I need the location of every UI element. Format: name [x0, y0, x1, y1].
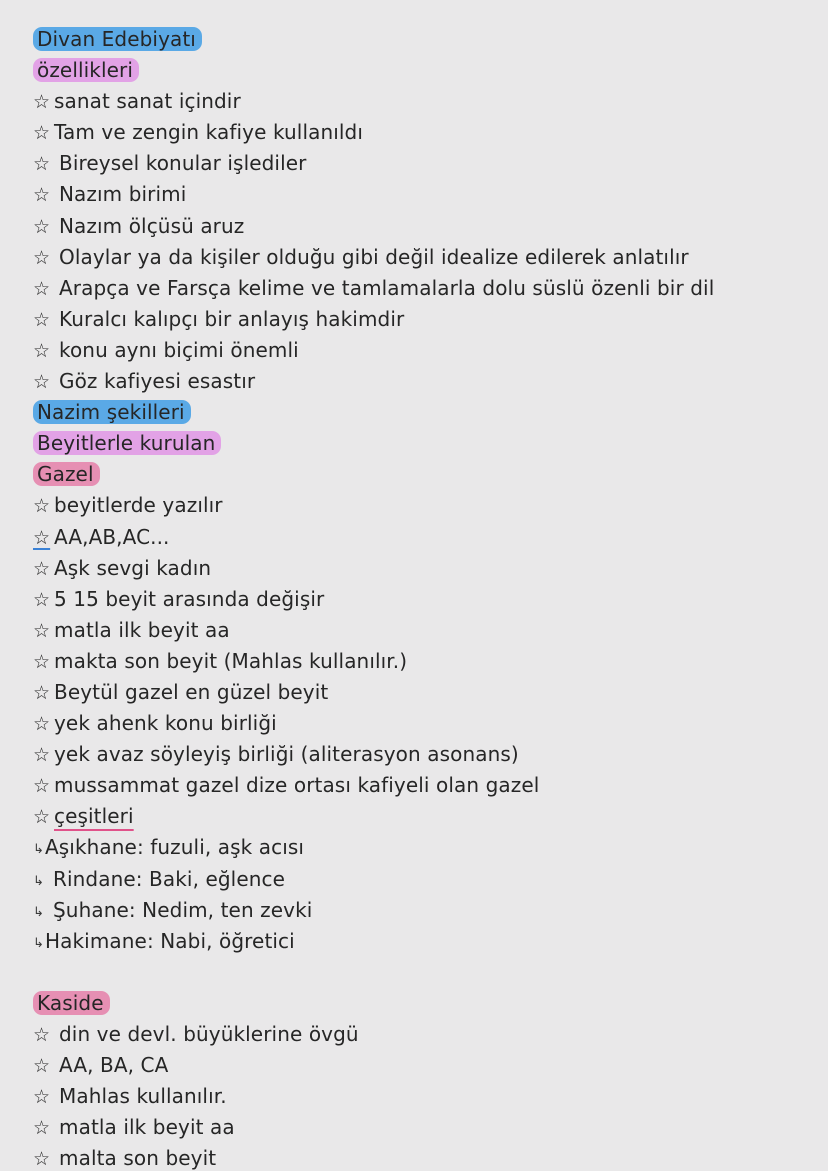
star-icon: ☆ [33, 588, 51, 611]
sub-item-text: Hakimane: Nabi, öğretici [45, 928, 295, 953]
spacer [33, 957, 818, 988]
star-icon: ☆ [33, 495, 51, 518]
list-item [33, 584, 818, 615]
list-item-text: Aşk sevgi kadın [54, 555, 212, 580]
section-subtitle: Beyitlerle kurulan [33, 431, 221, 455]
star-icon: ☆ [33, 619, 51, 642]
list-item-text: Mahlas kullanılır. [59, 1084, 227, 1109]
list-item-text: malta son beyit [59, 1146, 217, 1171]
list-item-text: sanat sanat içindir [54, 89, 241, 114]
sub-item-text: Rindane: Baki, eğlence [53, 866, 286, 891]
list-item [33, 739, 818, 770]
list-item-text: Arapça ve Farsça kelime ve tamlamalarla dolu süslü özenli bir dil [59, 275, 715, 300]
star-icon: ☆ [33, 806, 51, 829]
list-item-text: AA, BA, CA [59, 1053, 169, 1078]
list-item-text: yek avaz söyleyiş birliği (aliterasyon asonans) [54, 742, 519, 767]
note-body [33, 24, 818, 1171]
star-icon: ☆ [33, 277, 51, 300]
star-icon: ☆ [33, 526, 51, 549]
sub-item [33, 926, 818, 957]
star-icon: ☆ [33, 681, 51, 704]
sub-item-text: Aşıkhane: fuzuli, aşk acısı [45, 835, 305, 860]
sub-item [33, 832, 818, 863]
list-item [33, 148, 818, 179]
list-item [33, 553, 818, 584]
list-item-text: Nazım birimi [59, 182, 187, 207]
star-icon: ☆ [33, 215, 51, 238]
list-item-text: Beytül gazel en güzel beyit [54, 679, 329, 704]
list-item [33, 522, 818, 553]
star-icon: ☆ [33, 775, 51, 798]
list-item [33, 677, 818, 708]
list-item [33, 117, 818, 148]
arrow-icon: ↳ [33, 935, 44, 951]
list-item-text: matla ilk beyit aa [54, 617, 230, 642]
list-item [33, 242, 818, 273]
star-icon: ☆ [33, 246, 51, 269]
list-item [33, 366, 818, 397]
list-item-text: makta son beyit (Mahlas kullanılır.) [54, 648, 408, 673]
section-subtitle-row [33, 55, 818, 86]
star-icon: ☆ [33, 713, 51, 736]
list-item-text: Tam ve zengin kafiye kullanıldı [54, 120, 363, 145]
list-item [33, 1019, 818, 1050]
list-item-text: Bireysel konular işlediler [59, 151, 307, 176]
list-item-text: Nazım ölçüsü aruz [59, 213, 245, 238]
kaside-heading-row [33, 988, 818, 1019]
star-icon: ☆ [33, 122, 51, 145]
sub-item-text: Şuhane: Nedim, ten zevki [53, 897, 313, 922]
star-icon: ☆ [33, 1024, 51, 1046]
star-icon: ☆ [33, 1117, 51, 1140]
sub-item [33, 895, 818, 926]
list-item [33, 646, 818, 677]
list-item-text: AA,AB,AC... [54, 524, 170, 549]
list-item-text: çeşitleri [54, 804, 134, 829]
star-icon: ☆ [33, 557, 51, 580]
star-icon: ☆ [33, 1055, 51, 1078]
star-icon: ☆ [33, 650, 51, 673]
list-item-text: Kuralcı kalıpçı bir anlayış hakimdir [59, 306, 405, 331]
list-item [33, 1081, 818, 1112]
section-subtitle: özellikleri [33, 58, 139, 82]
arrow-icon: ↳ [33, 904, 44, 920]
list-item-text: Göz kafiyesi esastır [59, 369, 256, 394]
list-item [33, 1143, 818, 1171]
list-item [33, 1112, 818, 1143]
gazel-heading: Gazel [33, 462, 100, 486]
list-item [33, 615, 818, 646]
arrow-icon: ↳ [33, 842, 44, 858]
list-item [33, 1050, 818, 1081]
star-icon: ☆ [33, 153, 51, 176]
arrow-icon: ↳ [33, 873, 44, 889]
list-item-text: mussammat gazel dize ortası kafiyeli olan gazel [54, 773, 540, 798]
list-item [33, 490, 818, 521]
list-item-text: konu aynı biçimi önemli [59, 337, 299, 362]
star-icon: ☆ [33, 91, 51, 114]
list-item-text: din ve devl. büyüklerine övgü [59, 1022, 359, 1046]
list-item-text: matla ilk beyit aa [59, 1115, 235, 1140]
section-title-row [33, 24, 818, 55]
star-icon: ☆ [33, 308, 51, 331]
section-title: Divan Edebiyatı [33, 27, 202, 51]
list-item [33, 86, 818, 117]
list-item-text: beyitlerde yazılır [54, 493, 223, 518]
list-item [33, 801, 818, 832]
section-subtitle-row [33, 428, 818, 459]
section-title: Nazim şekilleri [33, 400, 191, 424]
star-icon: ☆ [33, 1086, 51, 1109]
star-icon: ☆ [33, 339, 51, 362]
list-item [33, 304, 818, 335]
list-item [33, 335, 818, 366]
kaside-heading: Kaside [33, 991, 110, 1015]
star-icon: ☆ [33, 1148, 51, 1171]
star-icon: ☆ [33, 744, 51, 767]
list-item-text: 5 15 beyit arasında değişir [54, 586, 325, 611]
gazel-heading-row [33, 459, 818, 490]
star-icon: ☆ [33, 371, 51, 394]
section-title-row [33, 397, 818, 428]
star-icon: ☆ [33, 184, 51, 207]
list-item [33, 273, 818, 304]
list-item [33, 211, 818, 242]
list-item-text: Olaylar ya da kişiler olduğu gibi değil idealize edilerek anlatılır [59, 244, 689, 269]
list-item-text: yek ahenk konu birliği [54, 711, 277, 736]
list-item [33, 708, 818, 739]
list-item [33, 770, 818, 801]
list-item [33, 179, 818, 210]
sub-item [33, 864, 818, 895]
